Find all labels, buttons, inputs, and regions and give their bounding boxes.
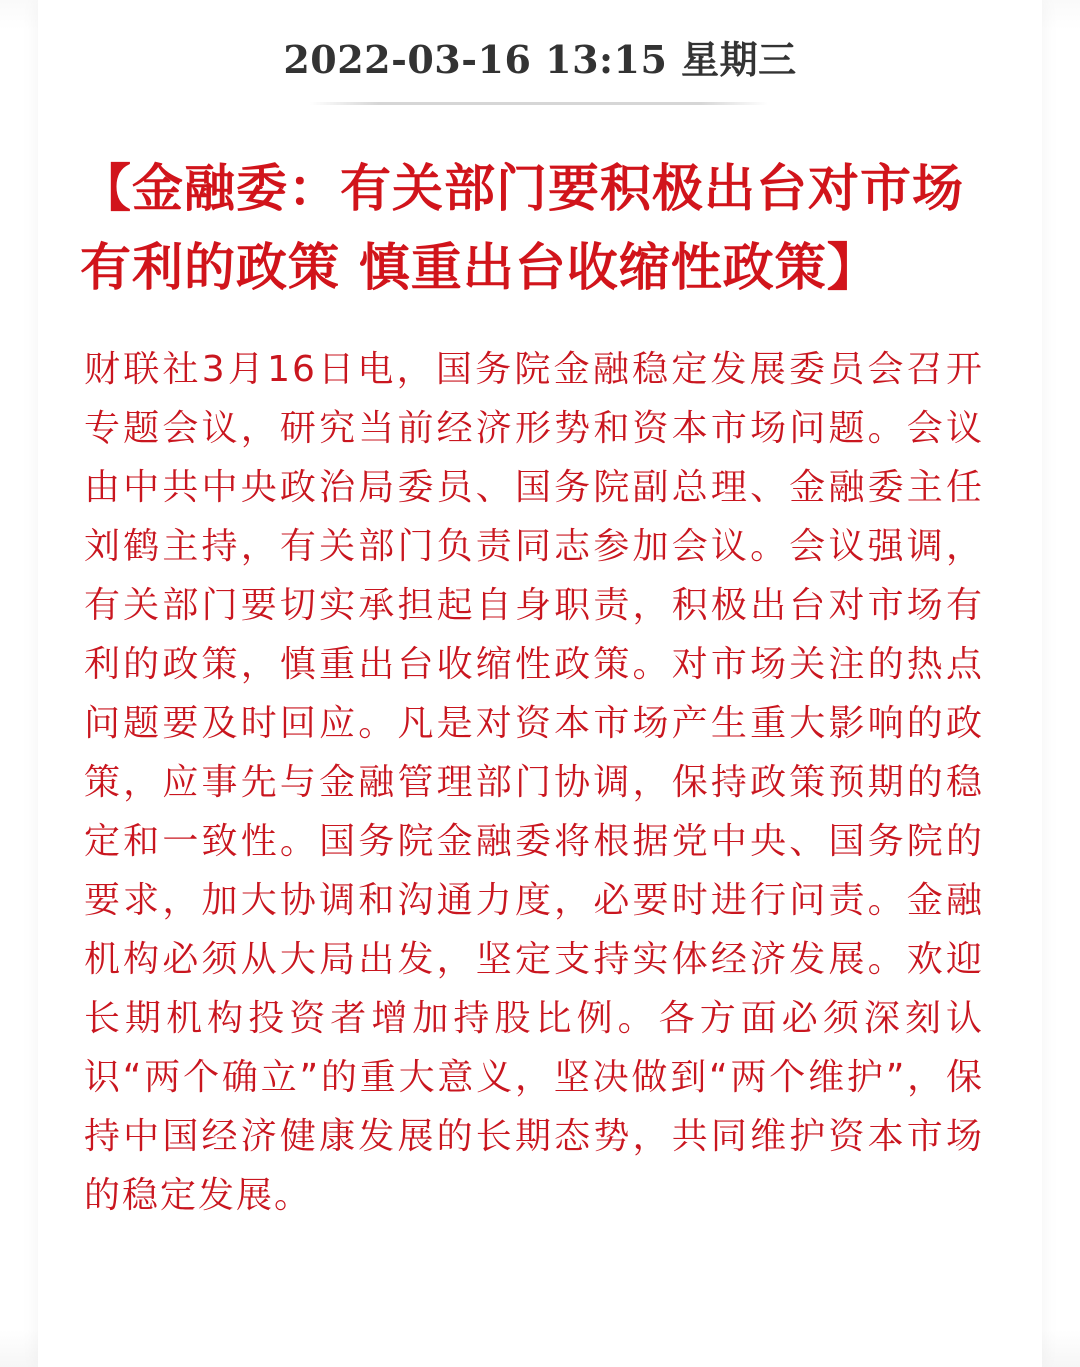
article-body: 财联社3月16日电，国务院金融稳定发展委员会召开专题会议，研究当前经济形势和资本市场问题。会议由中共中央政治局委员、国务院副总理、金融委主任刘鹤主持，有关部门负责同志参加会议。会议强调，有关部门要切实承担起自身职责，积极出台对市场有利的政策，慎重出台收缩性政策。对市场关注的热点问题要及时回应。凡是对资本市场产生重大影响的政策，应事先与金融管理部门协调，保持政策预期的稳定和一致性。国务院金融委将根据党中央、国务院的要求，加大协调和沟通力度，必要时进行问责。金融机构必须从大局出发，坚定支持实体经济发展。欢迎长期机构投资者增加持股比例。各方面必须深刻认识“两个确立”的重大意义，坚决做到“两个维护”，保持中国经济健康发展的长期态势，共同维护资本市场的稳定发展。 — [84, 349, 984, 1216]
article-headline: 【金融委：有关部门要积极出台对市场有利的政策 慎重出台收缩性政策】 — [80, 160, 965, 298]
publish-datetime: 2022-03-16 13:15 星期三 — [283, 37, 797, 82]
header-divider — [310, 102, 768, 105]
